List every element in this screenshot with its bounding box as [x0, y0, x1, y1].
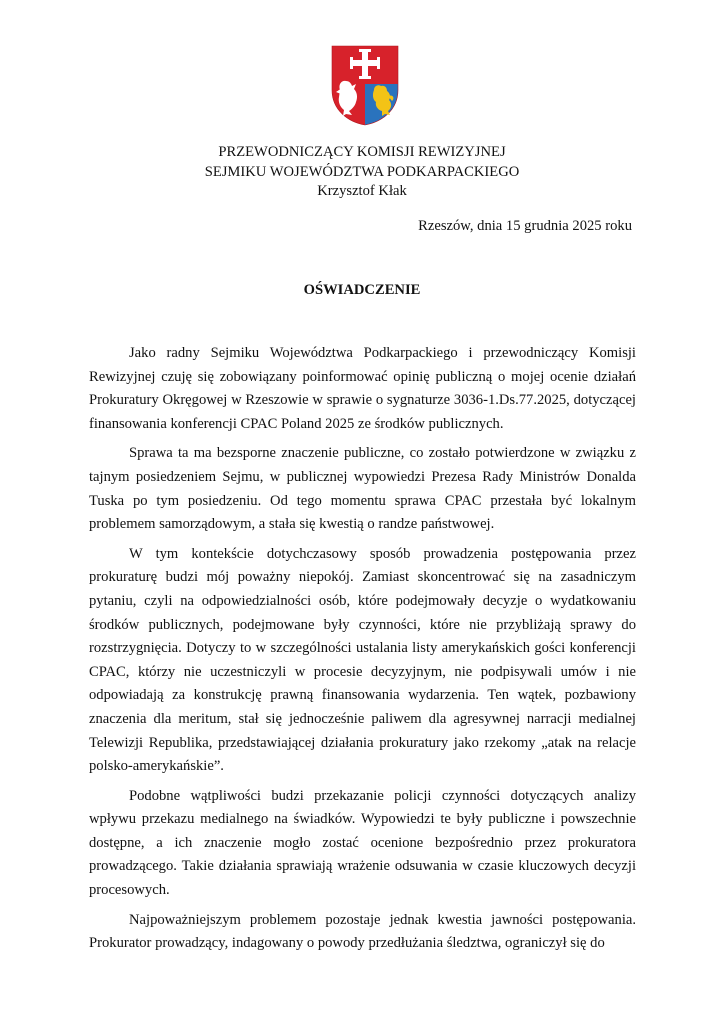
header-position-line: PRZEWODNICZĄCY KOMISJI REWIZYJNEJ: [218, 144, 506, 160]
letter-header: [0, 143, 724, 202]
header-institution-line: SEJMIKU WOJEWÓDZTWA PODKARPACKIEGO: [204, 163, 520, 180]
document-title: OŚWIADCZENIE: [303, 282, 421, 298]
paragraph: Podobne wątpliwości budzi przekazanie policji czynności dotyczących analizy wpływu przekazu medialnego na świadków. Wypowiedzi te były publiczne i powszechnie dostępne, a ich znaczenie mogło zostać ocenione bezpośrednio przez prokuratora prowadzącego. Takie działania sprawiają wrażenie odsuwania w czasie kluczowych decyzji procesowych.: [89, 787, 636, 899]
paragraph: Sprawa ta ma bezsporne znaczenie publiczne, co zostało potwierdzone w związku z tajnym posiedzeniem Sejmu, w publicznej wypowiedzi Prezesa Rady Ministrów Donalda Tuska po tym posiedzeniu. Od tego momentu sprawa CPAC przestała być lokalnym problemem samorządowym, a stała się kwestią o randze państwowej.: [89, 445, 636, 533]
paragraph: Najpoważniejszym problemem pozostaje jednak kwestia jawności postępowania. Prokurator prowadzący, indagowany o powody przedłużania śledztwa, ograniczył się do: [89, 911, 636, 952]
header-author-name: Krzysztof Kłak: [317, 183, 407, 199]
paragraph: Jako radny Sejmiku Województwa Podkarpackiego i przewodniczący Komisji Rewizyjnej czuję się zobowiązany poinformować opinię publiczną o mojej ocenie działań Prokuratury Okręgowej w Rzeszowie w sprawie o sygnaturze 3036-1.Ds.77.2025, dotyczącej finansowania konferencji CPAC Poland 2025 ze środków publicznych.: [89, 345, 636, 432]
statement-body: [89, 342, 636, 956]
paragraph: W tym kontekście dotychczasowy sposób prowadzenia postępowania przez prokuraturę budzi mój poważny niepokój. Zamiast skoncentrować się na zasadniczym pytaniu, czyli na odpowiedzialności osób, które podejmowały decyzje o wydatkowaniu środków publicznych, podejmowane były czynności, które nie przybliżają sprawy do rozstrzygnięcia. Dotyczy to w szczególności ustalania listy amerykańskich gości konferencji CPAC, którzy nie uczestniczyli w procesie decyzyjnym, nie podpisywali umów i nie odpowiadają za konstrukcję prawną finansowania wydarzenia. Ten wątek, pozbawiony znaczenia dla meritum, stał się jednocześnie paliwem dla agresywnej narracji medialnej Telewizji Republika, przedstawiającej działania prokuratury jako rzekomy „atak na relacje polsko-amerykańskie”.: [89, 545, 636, 775]
letter-date: Rzeszów, dnia 15 grudnia 2025 roku: [418, 218, 632, 234]
coat-of-arms-emblem: [330, 44, 400, 126]
